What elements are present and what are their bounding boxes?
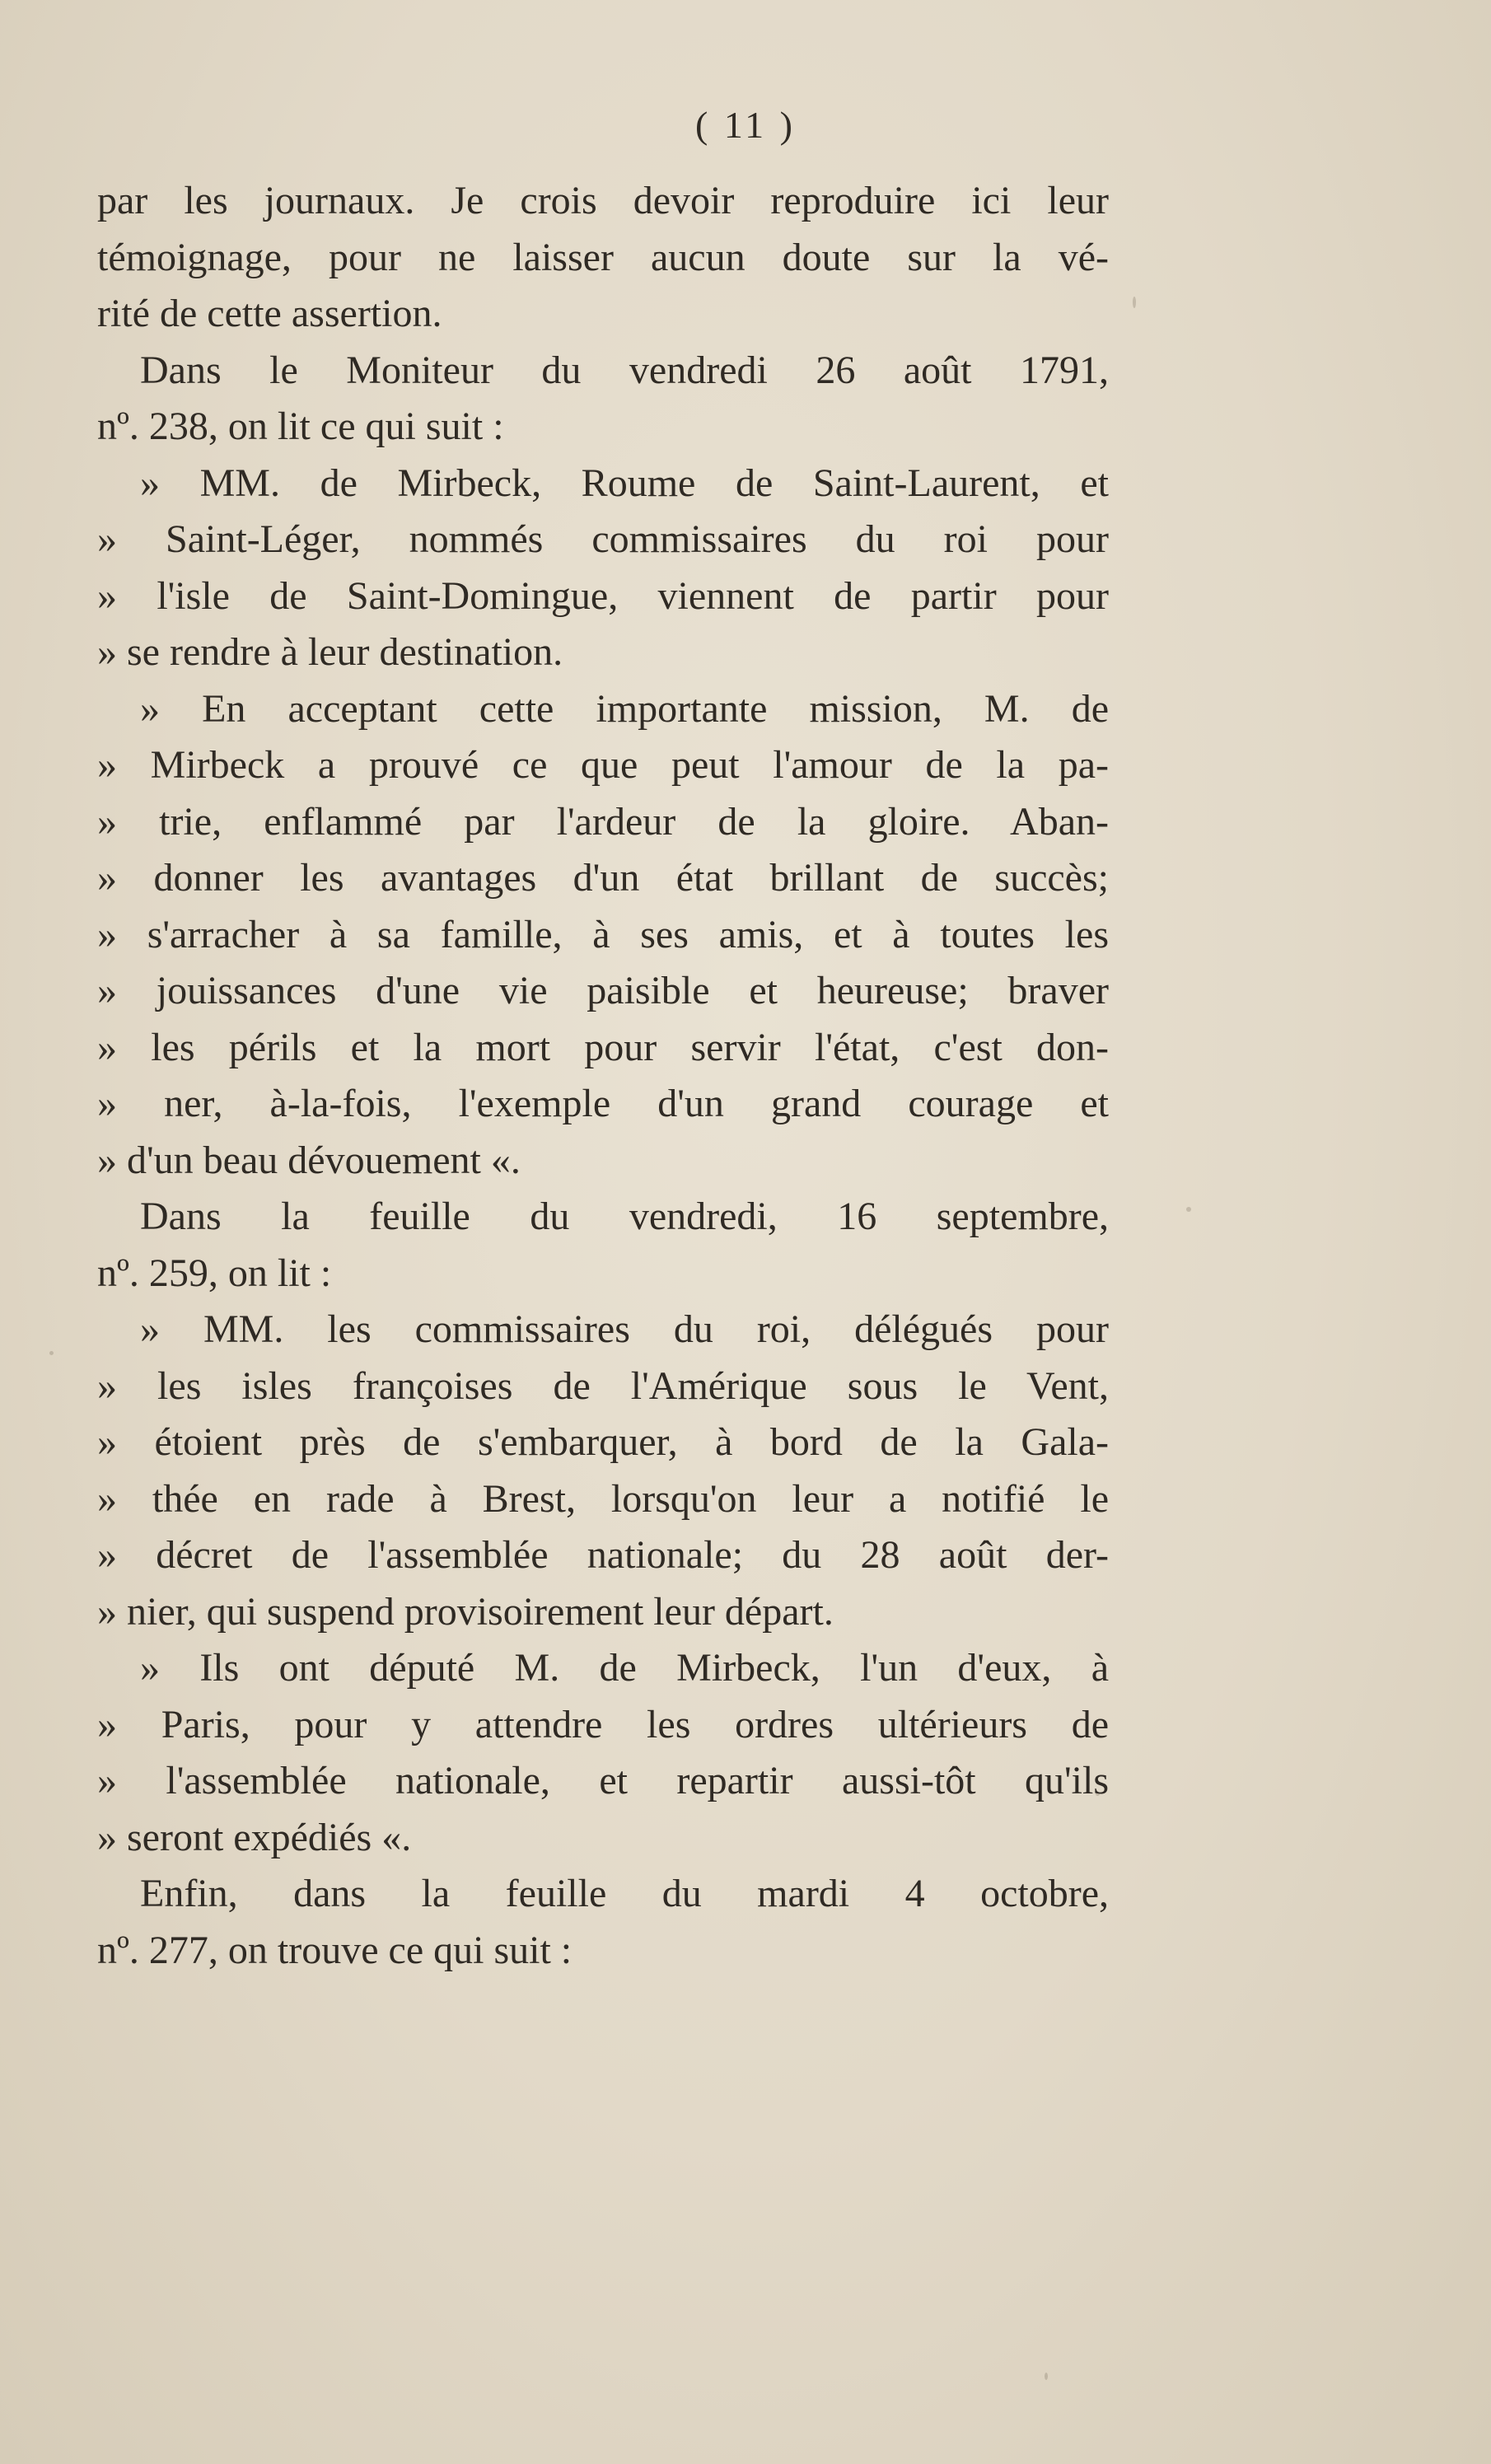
text-line: » se rendre à leur destination. <box>97 630 563 674</box>
page-number-header: ( 11 ) <box>695 104 796 146</box>
text-line: nº. 238, on lit ce qui suit : <box>97 404 504 448</box>
text-line: Dans le Moniteur du vendredi 26 août 1791, <box>140 348 1109 392</box>
text-line: » En acceptant cette importante mission, M. de <box>140 686 1109 731</box>
text-line: témoignage, pour ne laisser aucun doute sur la vé- <box>97 235 1109 279</box>
text-line: nº. 259, on lit : <box>97 1251 332 1295</box>
text-line: » Saint-Léger, nommés commissaires du roi pour <box>97 517 1109 561</box>
text-line: nº. 277, on trouve ce qui suit : <box>97 1928 573 1972</box>
text-line: » Paris, pour y attendre les ordres ultérieurs de <box>97 1702 1109 1746</box>
body-text <box>97 173 1109 1979</box>
text-line: rité de cette assertion. <box>97 292 442 335</box>
text-line: » l'assemblée nationale, et repartir aussi-tôt qu'ils <box>97 1759 1109 1802</box>
text-line: » MM. les commissaires du roi, délégués pour <box>140 1307 1109 1351</box>
text-line: » MM. de Mirbeck, Roume de Saint-Laurent, et <box>140 461 1109 505</box>
text-line: Enfin, dans la feuille du mardi 4 octobre, <box>140 1872 1109 1915</box>
text-line: » s'arracher à sa famille, à ses amis, et à toutes les <box>97 912 1109 956</box>
text-line: » étoient près de s'embarquer, à bord de la Gala- <box>97 1420 1109 1464</box>
text-line: » Mirbeck a prouvé ce que peut l'amour de la pa- <box>97 743 1109 787</box>
text-line: » nier, qui suspend provisoirement leur départ. <box>97 1589 834 1634</box>
text-line: » les isles françoises de l'Amérique sous le Vent, <box>97 1363 1109 1408</box>
text-line: par les journaux. Je crois devoir reproduire ici leur <box>97 179 1109 222</box>
text-line: Dans la feuille du vendredi, 16 septembre, <box>140 1195 1109 1238</box>
paper-speck <box>49 1351 54 1355</box>
text-line: » jouissances d'une vie paisible et heureuse; braver <box>97 969 1109 1012</box>
text-line: » Ils ont député M. de Mirbeck, l'un d'eux, à <box>140 1646 1109 1690</box>
paper-speck <box>1186 1207 1191 1212</box>
text-line: » les périls et la mort pour servir l'état, c'est don- <box>97 1025 1109 1069</box>
text-line: » trie, enflammé par l'ardeur de la gloire. Aban- <box>97 799 1109 844</box>
text-line: » d'un beau dévouement «. <box>97 1138 521 1182</box>
text-line: » thée en rade à Brest, lorsqu'on leur a notifié le <box>97 1476 1109 1521</box>
text-line: » décret de l'assemblée nationale; du 28 août der- <box>97 1533 1109 1577</box>
text-line: » ner, à-la-fois, l'exemple d'un grand courage et <box>97 1082 1109 1125</box>
text-line: » donner les avantages d'un état brillant de succès; <box>97 856 1109 900</box>
text-line: » seront expédiés «. <box>97 1815 412 1859</box>
paper-speck <box>1045 2373 1048 2380</box>
paper-speck <box>1133 297 1136 308</box>
text-line: » l'isle de Saint-Domingue, viennent de partir pour <box>97 573 1109 618</box>
